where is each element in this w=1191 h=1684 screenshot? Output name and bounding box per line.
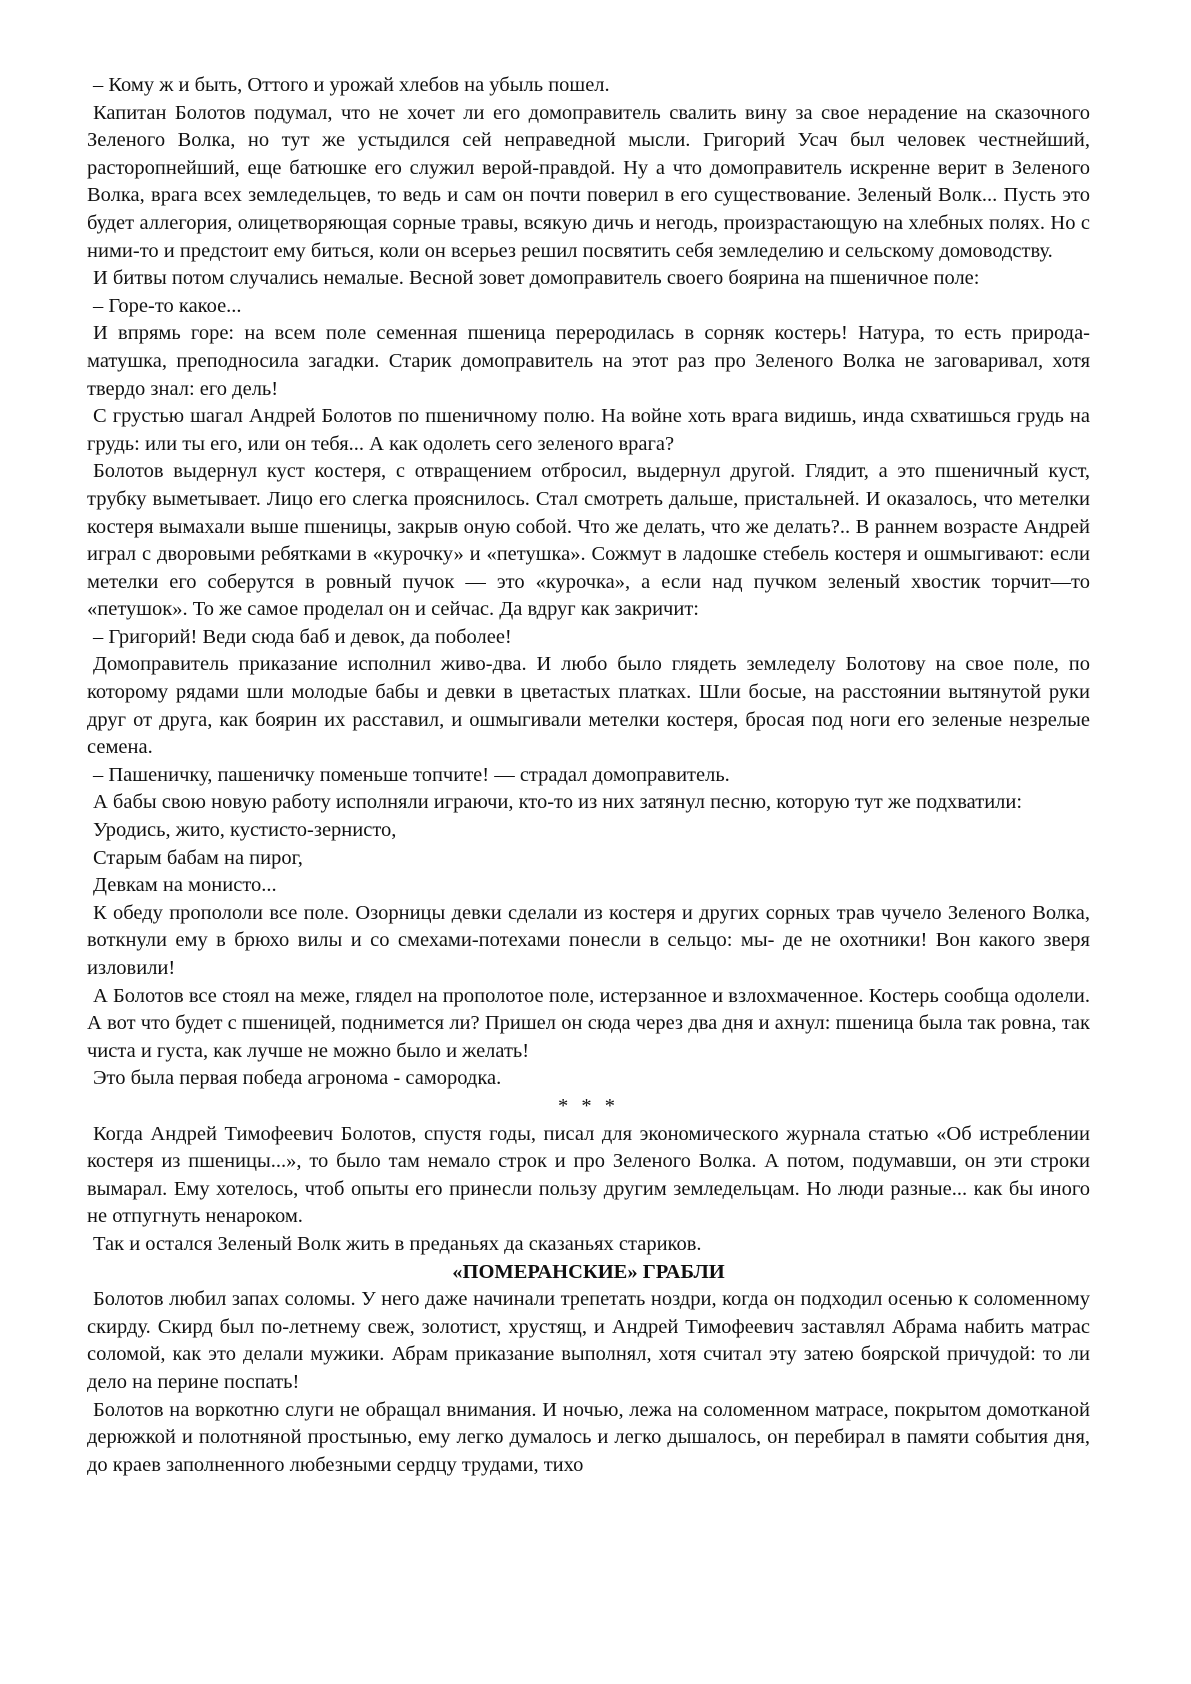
verse-line-2: Старым бабам на пирог, [93, 846, 303, 869]
paragraph-dialogue-1: – Кому ж и быть, Оттого и урожай хлебов на убыль пошел. [93, 74, 610, 96]
paragraph-13: А Болотов все стоял на меже, глядел на прополотое поле, истерзанное и взлохмаченное. Костерь сообща одолели. А вот что будет с пшеницей, поднимется ли? Пришел он сюда через два дня и ахнул: пшеница была так ровна, так чиста и густа, как лучше не можно было и желать! [87, 984, 1090, 1062]
chapter-paragraph-1: Болотов любил запах соломы. У него даже начинали трепетать ноздри, когда он подходил осенью к соломенному скирду. Скирд был по-летнему свеж, золотист, хрустящ, и Андрей Тимофеевич заставлял Абрама набить матрас соломой, как это делали мужики. Абрам приказание выполнял, хотя считал эту затею боярской причудой: то ли дело на перине поспать! [87, 1288, 1090, 1393]
paragraph-12: К обеду пропололи все поле. Озорницы девки сделали из костеря и других сорных трав чучело Зеленого Волка, воткнули ему в брюхо вилы и со смехами-потехами понесли в сельцо: мы- де не охотники! Вон какого зверя изловили! [87, 901, 1090, 979]
paragraph-3: И битвы потом случались немалые. Весной зовет домоправитель своего боярина на пшеничное поле: [93, 267, 980, 290]
paragraph-7: Болотов выдернул куст костеря, с отвращением отбросил, выдернул другой. Глядит, а это пшеничный куст, трубку выметывает. Лицо его слегка прояснилось. Стал смотреть дальше, пристальней. И оказалось, что метелки костеря вымахали выше пшеницы, закрыв оную собой. Что же делать, что же делать?.. В раннем возрасте Андрей играл с дворовыми ребятками в «курочку» и «петушка». Сожмут в ладошке стебель костеря и ошмыгивают: если метелки его соберутся в ровный пучок — это «курочка», а если над пучком зеленый хвостик торчит—то «петушок». То же самое проделал он и сейчас. Да вдруг как закричит: [87, 460, 1090, 621]
chapter-title: «ПОМЕРАНСКИЕ» ГРАБЛИ [452, 1260, 725, 1283]
section-separator: * * * [558, 1094, 619, 1117]
paragraph-6: С грустью шагал Андрей Болотов по пшеничному полю. На войне хоть врага видишь, инда схватишься грудь на грудь: или ты его, или он тебя... А как одолеть сего зеленого врага? [87, 405, 1090, 455]
chapter-paragraph-2: Болотов на воркотню слуги не обращал внимания. И ночью, лежа на соломенном матрасе, покрытом домотканой дерюжкой и полотняной простынью, ему легко думалось и легко дышалось, он перебирал в памяти события дня, до краев заполненного любезными сердцу трудами, тихо [87, 1398, 1090, 1476]
paragraph-16: Так и остался Зеленый Волк жить в преданьях да сказаньях стариков. [93, 1232, 702, 1255]
verse-line-3: Девкам на монисто... [93, 874, 277, 897]
paragraph-5: И впрямь горе: на всем поле семенная пшеница переродилась в сорняк костерь! Натура, то есть природа-матушка, преподносила загадки. Старик домоправитель на этот раз про Зеленого Волка не заговаривал, хотя твердо знал: его дель! [87, 322, 1090, 400]
paragraph-15: Когда Андрей Тимофеевич Болотов, спустя годы, писал для экономического журнала статью «Об истреблении костеря из пшеницы...», то было там немало строк и про Зеленого Волка. А потом, подумавши, он эти строки вымарал. Ему хотелось, чтоб опыты его принесли пользу другим земледельцам. Но люди разные... как бы иного не отпугнуть ненароком. [87, 1122, 1090, 1228]
paragraph-dialogue-8: – Григорий! Веди сюда баб и девок, да поболее! [93, 625, 512, 648]
paragraph-9: Домоправитель приказание исполнил живо-два. И любо было глядеть земледелу Болотову на свое поле, по которому рядами шли молодые бабы и девки в цветастых платках. Шли босые, на расстоянии вытянутой руки друг от друга, как боярин их расставил, и ошмыгивали метелки костеря, бросая под ноги его зеленые незрелые семена. [87, 653, 1090, 759]
paragraph-2: Капитан Болотов подумал, что не хочет ли его домоправитель свалить вину за свое нерадение на сказочного Зеленого Волка, но тут же устыдился сей неправедной мысли. Григорий Усач был человек честнейший, расторопнейший, еще батюшке его служил верой-правдой. Ну а что домоправитель искренне верит в Зеленого Волка, врага всех земледельцев, то ведь и сам он почти поверил в его существование. Зеленый Волк... Пусть это будет аллегория, олицетворяющая сорные травы, всякую дичь и негодь, произрастающую на хлебных полях. Но с ними-то и предстоит ему биться, коли он всерьез решил посвятить себя земледелию и сельскому домоводству. [87, 101, 1090, 262]
verse-line-1: Уродись, жито, кустисто-зернисто, [93, 819, 397, 842]
paragraph-14: Это была первая победа агронома - самородка. [93, 1067, 502, 1090]
paragraph-dialogue-10: – Пашеничку, пашеничку поменьше топчите! — страдал домоправитель. [93, 763, 730, 786]
paragraph-11: А бабы свою новую работу исполняли играючи, кто-то из них затянул песню, которую тут же подхватили: [93, 791, 1023, 814]
paragraph-dialogue-4: – Горе-то какое... [93, 294, 242, 317]
